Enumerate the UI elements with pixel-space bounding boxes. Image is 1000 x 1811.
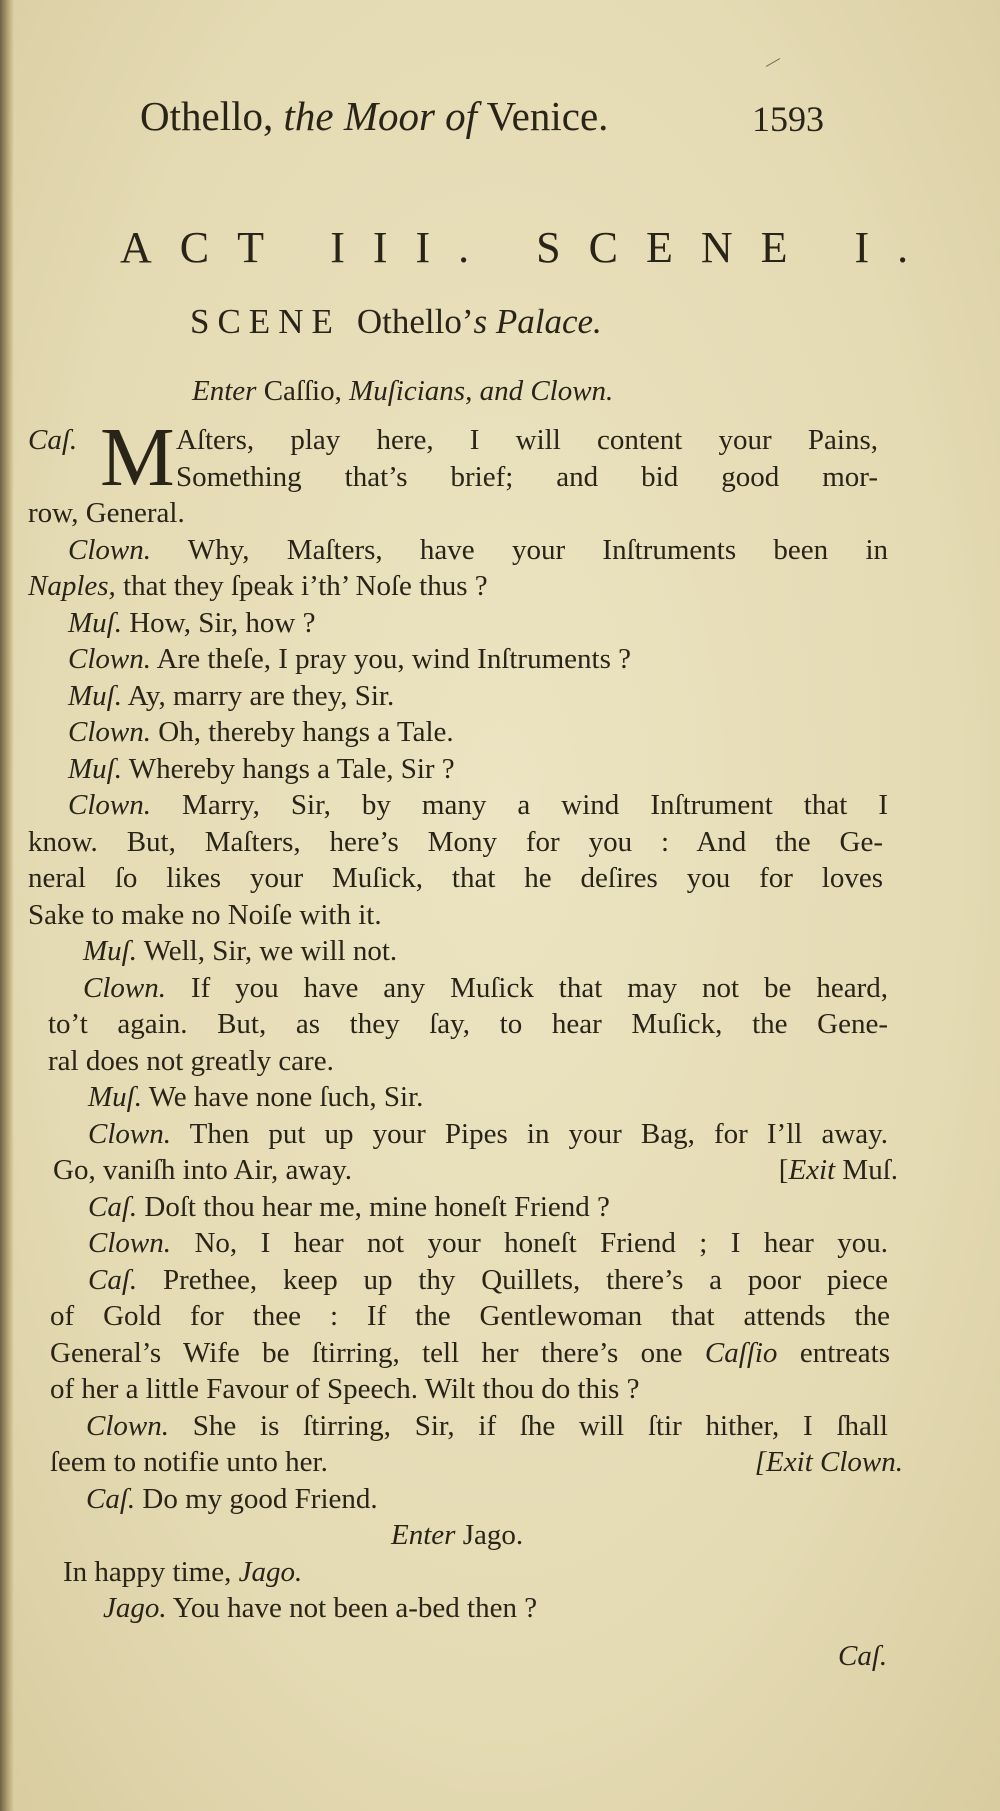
scene-heading: SCENE Othello’s Palace.: [190, 302, 602, 341]
text-line: Naples, that they ſpeak i’th’ Noſe thus ?: [28, 570, 488, 602]
stage-direction-entry: Enter Caſſio, Muſicians, and Clown.: [192, 375, 614, 407]
speaker-label: Muſ.: [88, 1081, 142, 1113]
text-line: Clown. Then put up your Pipes in your Bag, for I’ll away.: [88, 1117, 888, 1150]
speaker-label: Caſ.: [86, 1482, 136, 1515]
text-line: of her a little Favour of Speech. Wilt thou do this ?: [50, 1373, 640, 1405]
text-line: General’s Wife be ſtirring, tell her there’s one Caſſio entreats: [50, 1336, 890, 1369]
speaker-label: Muſ.: [68, 679, 122, 712]
text-line: Muſ. Whereby hangs a Tale, Sir ?: [68, 752, 455, 785]
speaker-label: Caſ.: [88, 1263, 138, 1296]
act-heading: ACT III. SCENE I.: [120, 223, 937, 272]
text-line: Muſ. How, Sir, how ?: [68, 606, 316, 639]
speaker-label: Clown.: [68, 716, 151, 748]
text-line: Jago. You have not been a-bed then ?: [103, 1592, 538, 1624]
text-line: Sake to make no Noiſe with it.: [28, 898, 382, 931]
speaker-label: Clown.: [88, 1117, 171, 1150]
text-line: Clown. No, I hear not your honeſt Friend ; I hear you.: [88, 1227, 888, 1259]
speaker-label: Jago.: [103, 1592, 167, 1624]
text-line: Caſ. Doſt thou hear me, mine honeſt Friend ?: [88, 1190, 610, 1223]
stage-direction-entry: Enter Jago.: [391, 1519, 524, 1551]
stage-direction-exit: [Exit Muſ.: [778, 1154, 898, 1186]
drop-cap: M: [100, 411, 175, 504]
text-line: to’t again. But, as they ſay, to hear Muſick, the Gene-: [48, 1008, 888, 1040]
speaker-label: Muſ.: [68, 752, 122, 785]
speaker-label: Clown.: [88, 1227, 171, 1259]
speaker-label: Clown.: [68, 789, 151, 821]
text-line: Caſ. M Aſters, play here, I will content your Pains,: [28, 411, 878, 504]
speaker-label: Clown.: [83, 971, 166, 1004]
text-line: row, General.: [28, 497, 185, 529]
text-line: Clown. If you have any Muſick that may not be heard,: [83, 971, 888, 1004]
page-edge-shadow: [0, 0, 14, 1811]
text-line: Clown. Are theſe, I pray you, wind Inſtruments ?: [68, 643, 631, 675]
stage-direction-exit: [Exit Clown.: [754, 1446, 903, 1478]
text-line: Something that’s brief; and bid good mor-: [176, 460, 878, 493]
speaker-label: Caſ.: [88, 1190, 138, 1223]
text-line: Muſ. Well, Sir, we will not.: [83, 935, 398, 967]
speaker-label: Clown.: [68, 643, 151, 675]
catchword: Caſ.: [838, 1640, 888, 1672]
text-line: Clown. She is ſtirring, Sir, if ſhe will ſtir hither, I ſhall: [86, 1409, 888, 1442]
text-line: Muſ. Ay, marry are they, Sir.: [68, 679, 395, 712]
running-head-title: Othello, the Moor of Venice.: [140, 93, 609, 139]
text-line: Muſ. We have none ſuch, Sir.: [88, 1081, 424, 1113]
text-line: Clown. Marry, Sir, by many a wind Inſtrument that I: [68, 789, 888, 821]
text-line: In happy time, Jago.: [63, 1555, 303, 1588]
text-line: ral does not greatly care.: [48, 1044, 334, 1077]
text-line: of Gold for thee : If the Gentlewoman that attends the: [50, 1300, 890, 1332]
running-head: [140, 92, 880, 152]
speaker-label: Clown.: [86, 1409, 169, 1442]
text-line: Caſ. Prethee, keep up thy Quillets, there’s a poor piece: [88, 1263, 888, 1296]
speaker-label: Caſ.: [28, 424, 78, 456]
ink-mark: [766, 58, 780, 67]
text-line: Go, vaniſh into Air, away. [Exit Muſ.: [28, 1152, 908, 1189]
text-line: ſeem to notifie unto her. [Exit Clown.: [28, 1444, 908, 1481]
speaker-label: Clown.: [68, 533, 151, 566]
speaker-label: Muſ.: [83, 935, 137, 967]
text-line: Caſ. Do my good Friend.: [86, 1482, 378, 1515]
text-line: Clown. Oh, thereby hangs a Tale.: [68, 716, 454, 748]
speaker-label: Muſ.: [68, 606, 122, 639]
text-line: know. But, Maſters, here’s Mony for you : And the Ge-: [28, 825, 883, 858]
text-line: Clown. Why, Maſters, have your Inſtruments been in: [68, 533, 888, 566]
page-number: 1593: [752, 99, 824, 139]
text-line: neral ſo likes your Muſick, that he deſires you for loves: [28, 862, 883, 894]
play-text: [28, 411, 908, 1627]
